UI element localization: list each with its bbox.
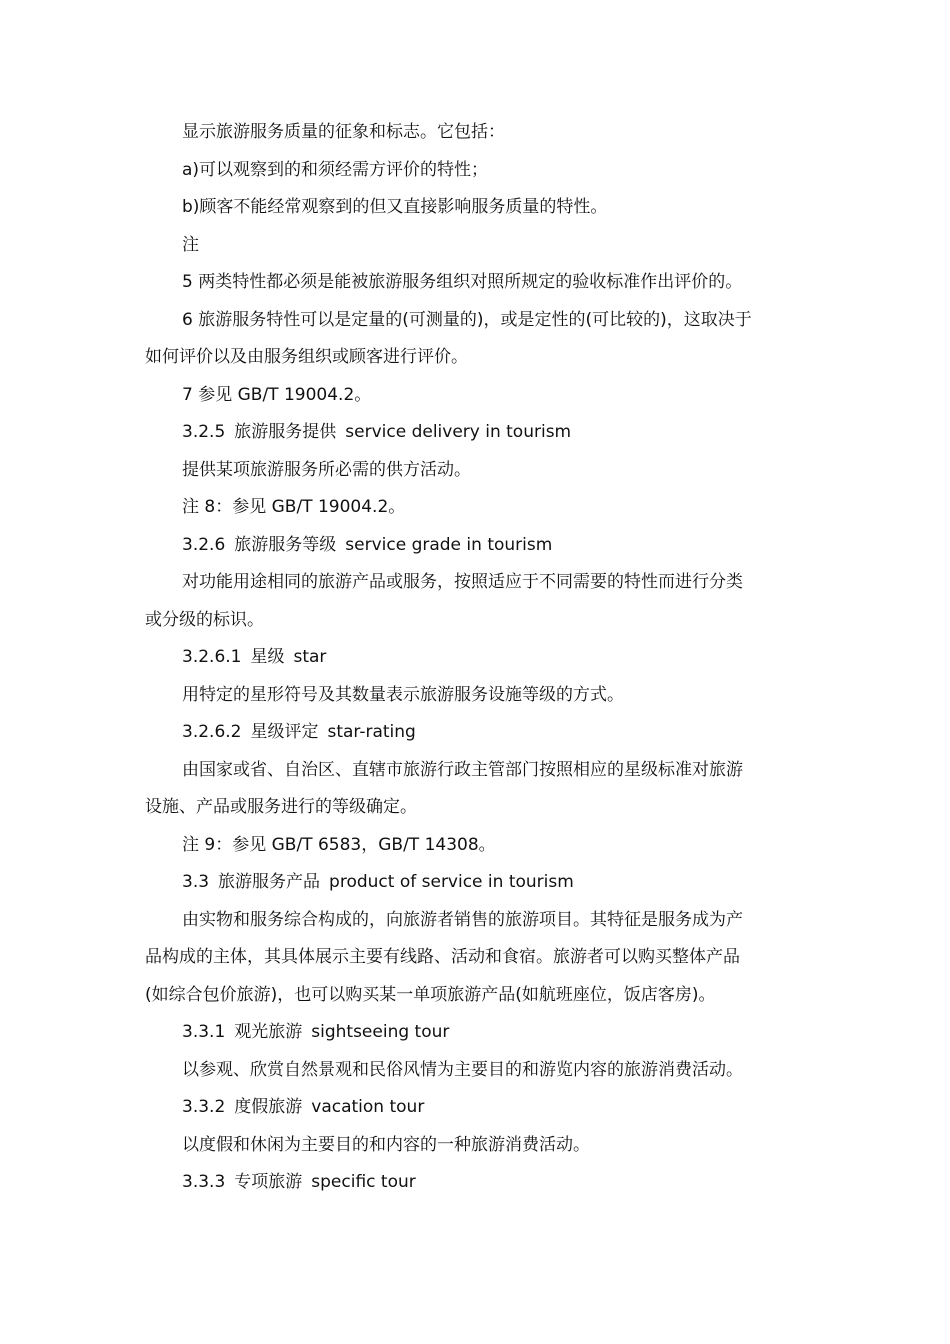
term-number: 3.2.5	[182, 422, 226, 442]
term-number: 3.3.2	[182, 1097, 226, 1117]
term-heading-3-3-2	[145, 1089, 809, 1127]
term-en: vacation tour	[311, 1097, 425, 1117]
term-en: star	[293, 647, 327, 667]
term-heading-3-2-6-1	[145, 639, 809, 677]
term-zh: 观光旅游	[234, 1022, 303, 1042]
definition-3-3-line-3: (如综合包价旅游)，也可以购买某一单项旅游产品(如航班座位，饭店客房)。	[145, 984, 716, 1005]
note-8: 注 8：参见 GB/T 19004.2。	[182, 497, 406, 517]
definition-3-2-5: 提供某项旅游服务所必需的供方活动。	[182, 459, 471, 480]
term-heading-3-3	[145, 864, 809, 902]
note-7: 7 参见 GB/T 19004.2。	[182, 384, 372, 405]
term-heading-3-2-6	[145, 527, 809, 565]
list-item-b: b)顾客不能经常观察到的但又直接影响服务质量的特性。	[182, 197, 608, 217]
document-body	[145, 114, 809, 1202]
definition-3-3-1: 以参观、欣赏自然景观和民俗风情为主要目的和游览内容的旅游消费活动。	[182, 1059, 743, 1080]
term-heading-3-2-5	[145, 414, 809, 452]
note-9: 注 9：参见 GB/T 6583，GB/T 14308。	[182, 834, 496, 855]
term-zh: 旅游服务等级	[234, 534, 337, 555]
term-number: 3.3.1	[182, 1022, 226, 1042]
list-item-a: a)可以观察到的和须经需方评价的特性；	[182, 159, 489, 180]
term-zh: 星级评定	[250, 722, 319, 742]
definition-3-3-2: 以度假和休闲为主要目的和内容的一种旅游消费活动。	[182, 1134, 590, 1155]
note-6-line-2: 如何评价以及由服务组织或顾客进行评价。	[145, 347, 468, 367]
term-en: product of service in tourism	[329, 872, 574, 892]
term-zh: 度假旅游	[234, 1097, 303, 1117]
term-zh: 旅游服务产品	[218, 872, 321, 892]
term-en: sightseeing tour	[311, 1022, 450, 1042]
term-number: 3.3.3	[182, 1172, 226, 1192]
definition-3-2-6-2-line-2: 设施、产品或服务进行的等级确定。	[145, 797, 417, 817]
term-en: specific tour	[311, 1172, 416, 1192]
note-label: 注	[182, 234, 199, 255]
term-heading-3-3-1	[145, 1014, 809, 1052]
definition-3-2-6-line-2: 或分级的标识。	[145, 609, 264, 630]
term-en: service delivery in tourism	[345, 422, 572, 442]
definition-3-2-6-line-1: 对功能用途相同的旅游产品或服务，按照适应于不同需要的特性而进行分类	[182, 572, 743, 592]
term-zh: 旅游服务提供	[234, 422, 337, 442]
term-heading-3-2-6-2	[145, 714, 809, 752]
note-5: 5 两类特性都必须是能被旅游服务组织对照所规定的验收标准作出评价的。	[182, 272, 743, 292]
term-number: 3.2.6	[182, 534, 226, 555]
definition-3-3-line-1: 由实物和服务综合构成的，向旅游者销售的旅游项目。其特征是服务成为产	[182, 909, 743, 930]
definition-3-3-line-2: 品构成的主体，其具体展示主要有线路、活动和食宿。旅游者可以购买整体产品	[145, 947, 740, 967]
term-number: 3.3	[182, 872, 210, 892]
term-number: 3.2.6.1	[182, 647, 242, 667]
note-6-line-1: 6 旅游服务特性可以是定量的(可测量的)，或是定性的(可比较的)，这取决于	[182, 309, 752, 330]
term-en: star-rating	[327, 722, 416, 742]
term-zh: 专项旅游	[234, 1172, 303, 1192]
term-heading-3-3-3	[145, 1164, 809, 1202]
term-number: 3.2.6.2	[182, 722, 242, 742]
term-en: service grade in tourism	[345, 534, 553, 555]
term-zh: 星级	[250, 647, 285, 667]
paragraph-line: 显示旅游服务质量的征象和标志。它包括：	[182, 122, 505, 142]
definition-3-2-6-1: 用特定的星形符号及其数量表示旅游服务设施等级的方式。	[182, 684, 624, 705]
definition-3-2-6-2-line-1: 由国家或省、自治区、直辖市旅游行政主管部门按照相应的星级标准对旅游	[182, 759, 743, 780]
